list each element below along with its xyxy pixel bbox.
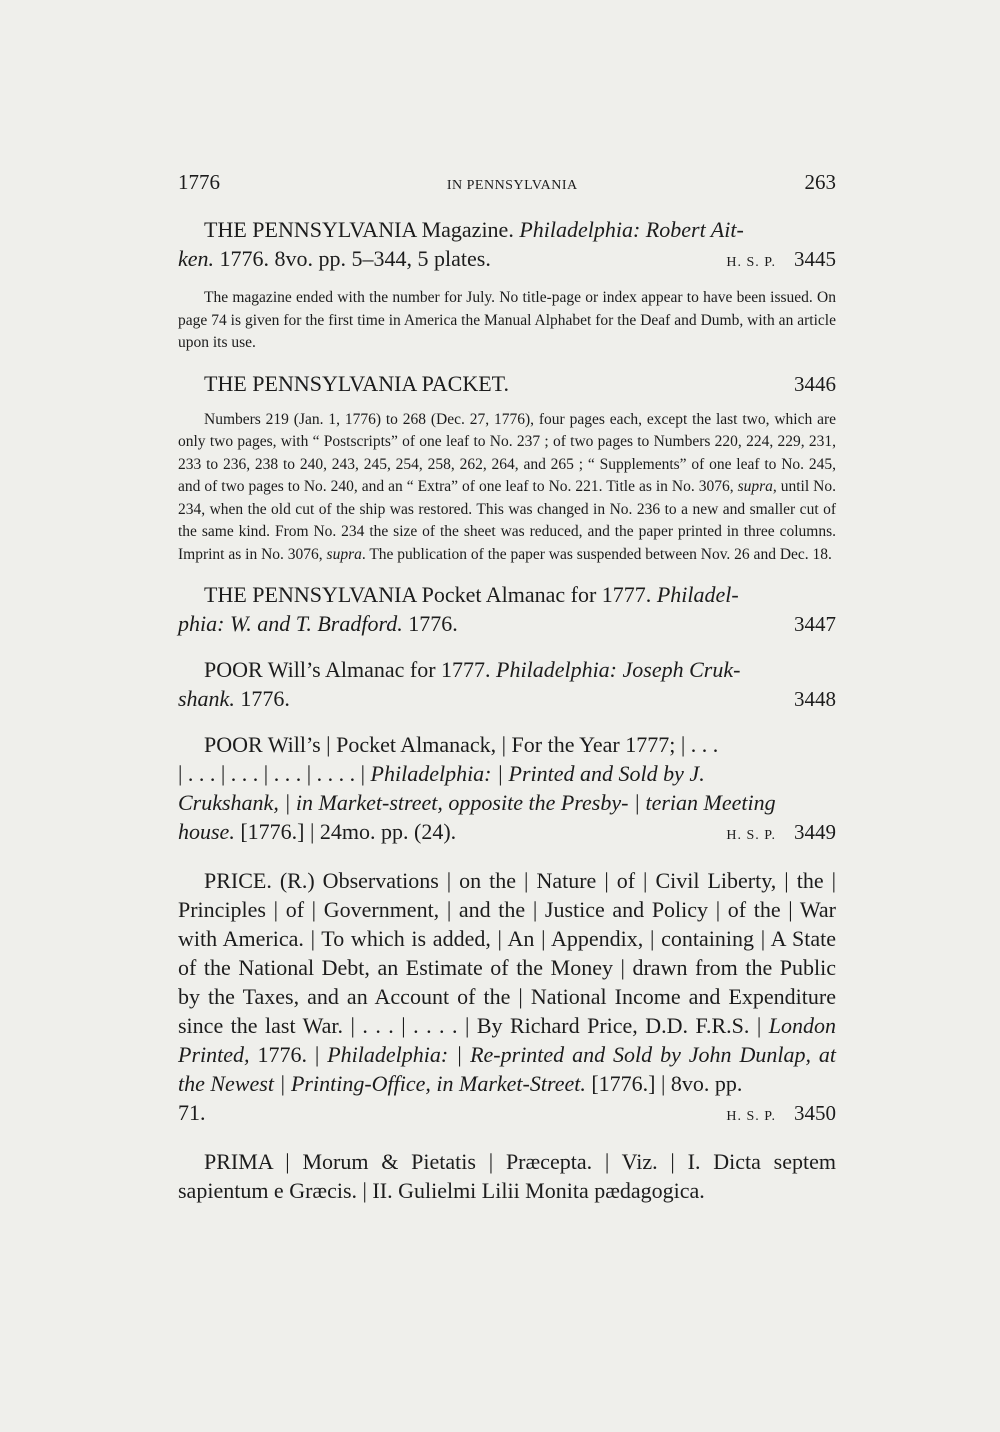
entry-3445-last-line <box>178 244 836 277</box>
entry-number: 3445 <box>794 247 836 271</box>
book-page: 1776 IN PENNSYLVANIA 263 THE PENNSYLVANIA Magazine. Philadelphia: Robert Ait- ken. 1776. 8vo. pp. 5–344, 5 plates. H. S. P. 3445 The magazine ended with the number for July. No title-page or index appear to have been issued. On page 74 is given for the first time in America the Manual Alphabet for the Deaf and Dumb, with an article upon its use. THE PENNSYLVANIA PACKET. 3446 Numbers 219 (Jan. 1, 1776) to 268 (Dec. 27, 1776), four pages each, except the last two, which are only two pages, with “ Postscripts” of one leaf to No. 237 ; of two pages to Numbers 220, 224, 229, 231, 233 to 236, 238 to 240, 243, 245, 254, 258, 262, 264, and 265 ; “ Supplements” of one leaf to No. 245, and of two pages to No. 240, and an “ Extra” of one leaf to No. 221. Title as in No. 3076, supra, until No. 234, when the old cut of the ship was restored. This was changed in No. 236 to a new and smaller cut of the same kind. From No. 234 the size of the sheet was reduced, and the paper printed in three columns. Imprint as in No. 3076, supra. The publication of the paper was suspended between Nov. 26 and Dec. 18. THE PENNSYLVANIA Pocket Almanac for 1777. Philadel- phia: W. and T. Bradford. 1776. 3447 POOR Will’s Almanac for 1777. Philadelphia: Joseph Cruk- shank. 1776. 3448 POOR Will’s | Pocket Almanack, | For the Year 1777; | . . . | . . . | . . . | . . . | . . . . | Philadelphia: | Printed and Sold by J. Crukshank, | in Market-street, opposite the Presby- | terian Meeting house. [1776.] | 24mo. pp. (24). H. S. P. 3449 PRICE. (R.) Observations | on the | Nature | of | Civil Liberty, | the | Principles | of | Government, | and the | Justice and Policy | of the | War with America. | To which is added, | An | Appendix, | containing | A State of the National Debt, an Estimate of the Money | drawn from the Public by the Taxes, and an Account of the | National Income and Expenditure since the last War. | . . . | . . . . | By Richard Price, D.D. F.R.S. | London Printed, 1776. | Philadelphia: | Re-printed and Sold by John Dunlap, at the Newest | Printing-Office, in Market-Street. [1776.] | 8vo. pp. 71. H. S. P. 3450 PRIMA | Morum & Pietatis | Præcepta. | Viz. | I. Dicta septem sapientum e Græcis. | II. Gulielmi Lilii Monita pædagogica. <box>178 170 837 1203</box>
entry-title: THE PENNSYLVANIA Magazine. <box>204 217 514 242</box>
entry-3449: POOR Will’s | Pocket Almanack, | For the Year 1777; | . . . <box>204 732 719 757</box>
entry-number: 3450 <box>794 1101 836 1125</box>
entry-3448 <box>178 655 836 684</box>
entry-number: 3446 <box>794 371 836 396</box>
entry-3445 <box>178 215 836 244</box>
entry-imprint: Philadel- <box>656 582 739 607</box>
note-3445: The magazine ended with the number for July. No title-page or index appear to have been issued. On page 74 is given for the first time in America the Manual Alphabet for the Deaf and Dumb, with an article upon its use. <box>178 289 836 351</box>
entry-3447-last-line: phia: W. and T. Bradford. 1776. 3447 <box>178 609 836 639</box>
page-header <box>178 170 836 195</box>
entry-title: THE PENNSYLVANIA Pocket Almanac for 1777. <box>204 582 652 607</box>
page-number: 263 <box>804 170 836 194</box>
entry-imprint: Philadelphia: Robert Ait- <box>519 217 744 242</box>
note-3446: Numbers 219 (Jan. 1, 1776) to 268 (Dec. 27, 1776), four pages each, except the last two, which are only two pages, with “ Postscripts” of one leaf to No. 237 ; of two pages to Numbers 220, 224, 229, 231, 233 to 236, 238 to 240, 243, 245, 254, 258, 262, 264, and 265 ; “ Supplements” of one leaf to No. 245, and of two pages to No. 240, and an “ Extra” of one leaf to No. 221. Title as in No. 3076, supra, until No. 234, when the old cut of the ship was restored. This was changed in No. 236 to a new and smaller cut of the same kind. From No. 234 the size of the sheet was reduced, and the paper printed in three columns. Imprint as in No. 3076, supra. The publication of the paper was suspended between Nov. 26 and Dec. 18. <box>178 410 836 563</box>
holding-location: H. S. P. <box>726 255 776 270</box>
holding-location: H. S. P. <box>726 1109 776 1124</box>
entry-3449-last-line: house. [1776.] | 24mo. pp. (24). H. S. P. 3449 <box>178 819 836 844</box>
header-year: 1776 <box>178 170 220 194</box>
entry-number: 3447 <box>794 612 836 636</box>
entry-number: 3449 <box>794 820 836 844</box>
entry-3447 <box>178 580 836 609</box>
entry-3446 <box>178 369 836 399</box>
entry-title: POOR Will’s Almanac for 1777. <box>204 657 491 682</box>
entry-details: 1776. 8vo. pp. 5–344, 5 plates. <box>219 246 491 271</box>
entry-number: 3448 <box>794 687 836 711</box>
running-title: IN PENNSYLVANIA <box>446 178 578 193</box>
entry-title: THE PENNSYLVANIA PACKET. <box>204 370 509 396</box>
entry-3448-last-line: shank. 1776. 3448 <box>178 684 836 714</box>
entry-prima: PRIMA | Morum & Pietatis | Præcepta. | Viz. | I. Dicta septem sapientum e Græcis. | II. Gulielmi Lilii Monita pædagogica. <box>178 1149 836 1203</box>
entry-3450: PRICE. (R.) Observations | on the | Nature | of | Civil Liberty, | the | Principles | of | Government, | and the | Justice and Policy | of the | War with America. | To which is added, | An | Appendix, | containing | A State of the National Debt, an Estimate of the Money | drawn from the Public by the Taxes, and an Account of the | National Income and Expenditure since the last War. | . . . | . . . . | By Richard Price, D.D. F.R.S. | London Printed, 1776. | Philadelphia: | Re-printed and Sold by John Dunlap, at the Newest | Printing-Office, in Market-Street. [1776.] | 8vo. pp. <box>178 868 837 1096</box>
entry-imprint-cont: ken. <box>178 246 215 271</box>
holding-location: H. S. P. <box>726 828 776 843</box>
entry-imprint: Philadelphia: Joseph Cruk- <box>496 657 741 682</box>
entry-3450-last-line: 71. H. S. P. 3450 <box>178 1100 836 1125</box>
